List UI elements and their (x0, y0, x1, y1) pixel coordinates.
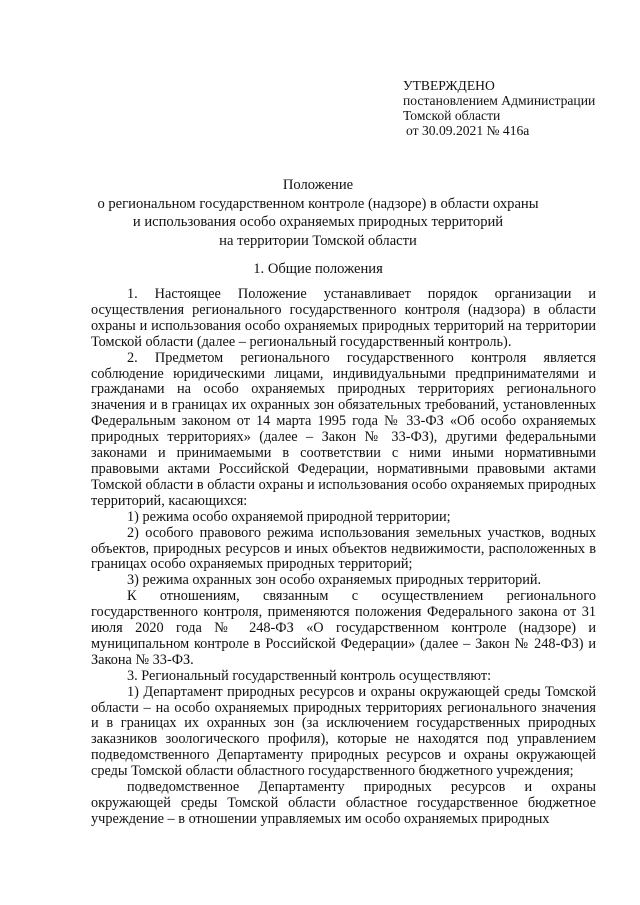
paragraph-2: 2. Предметом регионального государственного контроля является соблюдение юридическими лицами, индивидуальными предпринимателями и гражданами на особо охраняемых природных территориях регионального значения и в границах их охранных зон обязательных требований, установленных Федеральным законом от 14 марта 1995 года № 33-ФЗ «Об особо охраняемых природных территориях» (далее – Закон № 33-ФЗ), другими федеральными законами и принимаемыми в соответствии с ними иными нормативными правовыми актами Российской Федерации, нормативными правовыми актами Томской области в области охраны и использования особо охраняемых природных территорий, касающихся: (91, 349, 596, 509)
approval-stamp-block (403, 78, 618, 138)
list-item-1: 1) режима особо охраняемой природной территории; (127, 508, 451, 525)
title-line-2: о региональном государственном контроле (надзоре) в области охраны (97, 195, 539, 212)
paragraph-3: 3. Региональный государственный контроль осуществляют: (127, 667, 492, 684)
list-item-3: 3) режима охранных зон особо охраняемых природных территорий. (127, 572, 542, 589)
paragraph-1: 1. Настоящее Положение устанавливает порядок организации и осуществления регионального государственного контроля (надзора) в области охраны и использования особо охраняемых природных территорий на территории Томской области (далее – региональный государственный контроль). (91, 286, 596, 350)
title-line-3: и использования особо охраняемых природных территорий (132, 214, 504, 230)
document-title (90, 176, 546, 250)
list-item-2: 2) особого правового режима использования земельных участков, водных объектов, природных ресурсов и иных объектов недвижимости, расположенных в границах особо охраняемых природных территорий; (91, 524, 596, 573)
section-body (91, 287, 596, 828)
paragraph-subordinate-institution: подведомственное Департаменту природных ресурсов и охраны окружающей среды Томской области областное государственное бюджетное учреждение – в отношении управляемых им особо охраняемых природных (91, 779, 596, 827)
title-line-1: Положение (282, 177, 354, 193)
section-heading: 1. Общие положения (253, 261, 383, 277)
paragraph-relations: К отношениям, связанным с осуществлением регионального государственного контроля, применяются положения Федерального закона от 31 июля 2020 года № 248-ФЗ «О государственном контроле (надзоре) и муниципальном контроле в Российской Федерации» (далее – Закон № 248-ФЗ) и Закона № 33-ФЗ. (91, 588, 596, 668)
approval-date-number: от 30.09.2021 № 416а (406, 123, 530, 138)
approval-authority-line: Томской области (403, 108, 501, 123)
approval-decree-line: постановлением Администрации (403, 93, 596, 108)
list-item-authority-1: 1) Департамент природных ресурсов и охраны окружающей среды Томской области – на особо охраняемых природных территориях регионального значения и в границах их охранных зон (за исключением государственных природных заказников зоологического профиля), которые не находятся под управлением подведомственного Департаменту природных ресурсов и охраны окружающей среды Томской области областного государственного бюджетного учреждения; (91, 683, 596, 780)
title-line-4: на территории Томской области (219, 232, 417, 249)
approval-heading: УТВЕРЖДЕНО (403, 78, 495, 93)
